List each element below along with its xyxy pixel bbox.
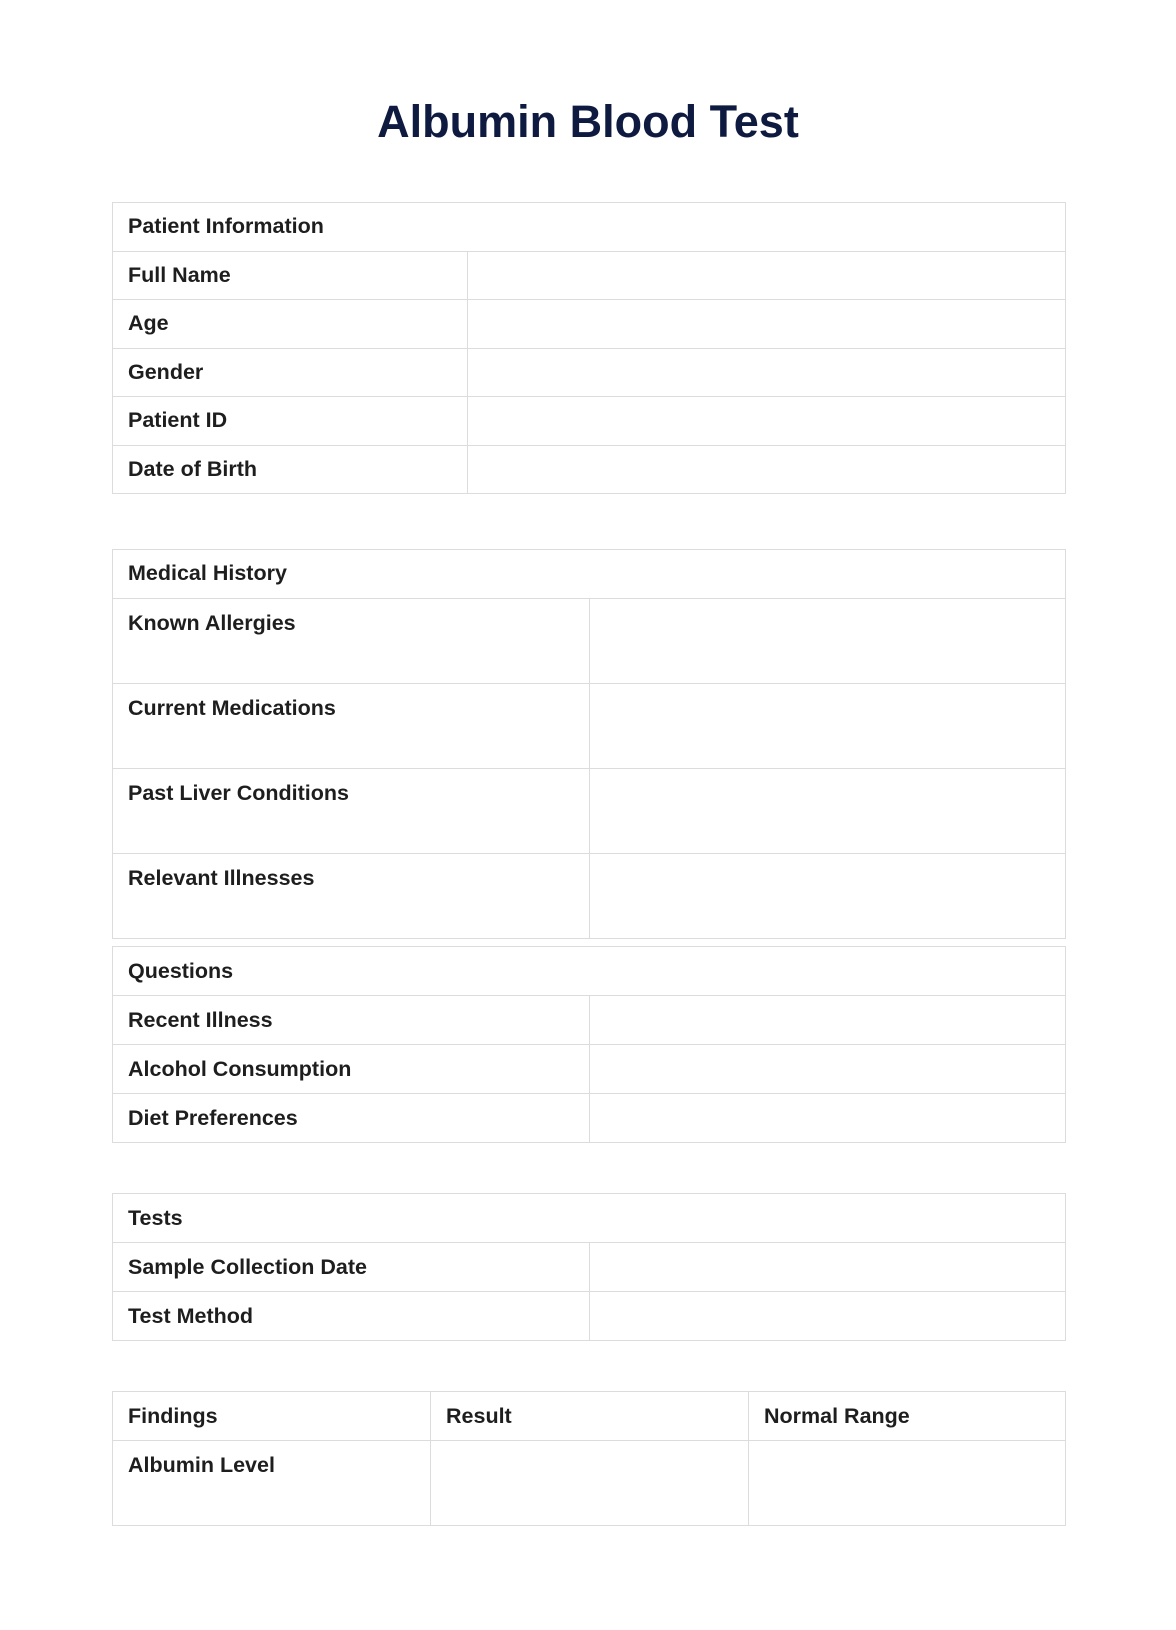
table-row [113, 768, 1066, 853]
questions-table [112, 946, 1066, 1143]
current-medications-field[interactable] [590, 683, 1066, 768]
table-row [113, 996, 1066, 1045]
relevant-illnesses-label: Relevant Illnesses [113, 853, 590, 938]
table-row [113, 1094, 1066, 1143]
patient-id-field[interactable] [468, 397, 1066, 446]
past-liver-conditions-label: Past Liver Conditions [113, 768, 590, 853]
sample-collection-date-label: Sample Collection Date [113, 1243, 590, 1292]
questions-heading: Questions [113, 947, 1066, 996]
sample-collection-date-field[interactable] [590, 1243, 1066, 1292]
age-field[interactable] [468, 300, 1066, 349]
gender-field[interactable] [468, 348, 1066, 397]
albumin-level-label: Albumin Level [113, 1441, 431, 1526]
findings-header-row [113, 1392, 1066, 1441]
table-row [113, 300, 1066, 349]
patient-information-table [112, 202, 1066, 494]
medical-history-heading: Medical History [113, 550, 1066, 599]
table-row [113, 853, 1066, 938]
tests-heading: Tests [113, 1194, 1066, 1243]
test-method-field[interactable] [590, 1292, 1066, 1341]
date-of-birth-label: Date of Birth [113, 445, 468, 494]
table-row [113, 251, 1066, 300]
past-liver-conditions-field[interactable] [590, 768, 1066, 853]
table-row [113, 1441, 1066, 1526]
findings-column-header: Findings [113, 1392, 431, 1441]
gender-label: Gender [113, 348, 468, 397]
table-row [113, 445, 1066, 494]
patient-id-label: Patient ID [113, 397, 468, 446]
full-name-label: Full Name [113, 251, 468, 300]
date-of-birth-field[interactable] [468, 445, 1066, 494]
alcohol-consumption-field[interactable] [590, 1045, 1066, 1094]
full-name-field[interactable] [468, 251, 1066, 300]
albumin-level-normal-range-field[interactable] [749, 1441, 1066, 1526]
table-row [113, 1243, 1066, 1292]
normal-range-column-header: Normal Range [749, 1392, 1066, 1441]
alcohol-consumption-label: Alcohol Consumption [113, 1045, 590, 1094]
table-row [113, 1292, 1066, 1341]
current-medications-label: Current Medications [113, 683, 590, 768]
medical-history-table [112, 549, 1066, 939]
tests-table [112, 1193, 1066, 1341]
patient-information-heading: Patient Information [113, 203, 1066, 252]
table-row [113, 683, 1066, 768]
recent-illness-label: Recent Illness [113, 996, 590, 1045]
relevant-illnesses-field[interactable] [590, 853, 1066, 938]
recent-illness-field[interactable] [590, 996, 1066, 1045]
table-row [113, 397, 1066, 446]
document-title: Albumin Blood Test [377, 96, 799, 147]
known-allergies-field[interactable] [590, 598, 1066, 683]
table-row [113, 598, 1066, 683]
findings-table [112, 1391, 1066, 1526]
test-method-label: Test Method [113, 1292, 590, 1341]
diet-preferences-label: Diet Preferences [113, 1094, 590, 1143]
diet-preferences-field[interactable] [590, 1094, 1066, 1143]
table-row [113, 1045, 1066, 1094]
table-row [113, 348, 1066, 397]
age-label: Age [113, 300, 468, 349]
albumin-level-result-field[interactable] [431, 1441, 749, 1526]
result-column-header: Result [431, 1392, 749, 1441]
known-allergies-label: Known Allergies [113, 598, 590, 683]
